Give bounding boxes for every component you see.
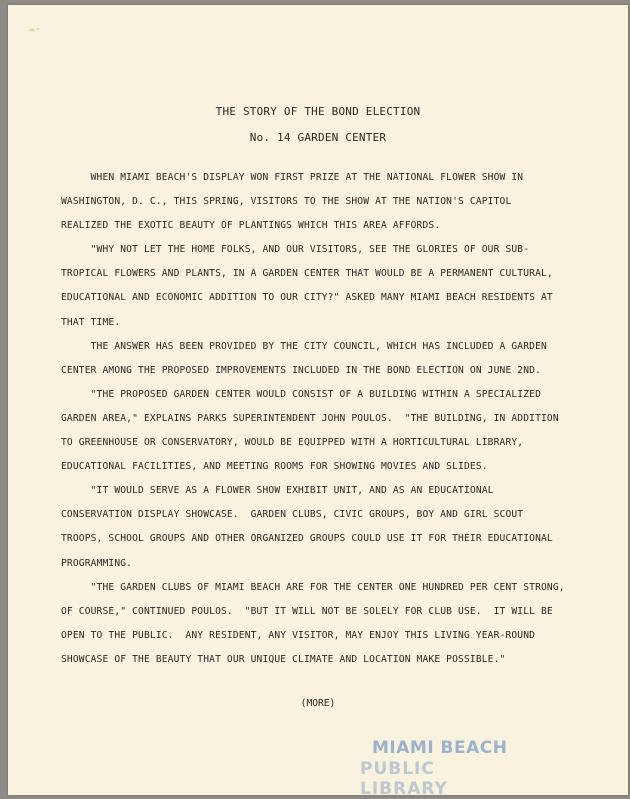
body-line: TROPICAL FLOWERS AND PLANTS, IN A GARDEN CENTER THAT WOULD BE A PERMANENT CULTURAL, (61, 268, 553, 280)
document-subtitle: No. 14 GARDEN CENTER (249, 131, 387, 144)
body-line: THAT TIME. (61, 316, 121, 328)
body-line: "THE GARDEN CLUBS OF MIAMI BEACH ARE FOR THE CENTER ONE HUNDRED PER CENT STRONG, (61, 581, 565, 593)
body-line: "WHY NOT LET THE HOME FOLKS, AND OUR VISITORS, SEE THE GLORIES OF OUR SUB- (61, 244, 530, 256)
body-line: EDUCATIONAL FACILITIES, AND MEETING ROOMS FOR SHOWING MOVIES AND SLIDES. (61, 461, 488, 473)
stamp-line-1: MIAMI BEACH (372, 738, 508, 758)
body-line: TO GREENHOUSE OR CONSERVATORY, WOULD BE EQUIPPED WITH A HORTICULTURAL LIBRARY, (61, 437, 524, 449)
body-line: TROOPS, SCHOOL GROUPS AND OTHER ORGANIZED GROUPS COULD USE IT FOR THEIR EDUCATIONAL (61, 533, 553, 545)
body-line: THE ANSWER HAS BEEN PROVIDED BY THE CITY COUNCIL, WHICH HAS INCLUDED A GARDEN (61, 340, 547, 352)
body-line: EDUCATIONAL AND ECONOMIC ADDITION TO OUR CITY?" ASKED MANY MIAMI BEACH RESIDENTS AT (61, 292, 553, 304)
body-line: WHEN MIAMI BEACH'S DISPLAY WON FIRST PRIZE AT THE NATIONAL FLOWER SHOW IN (61, 172, 524, 183)
body-line: CONSERVATION DISPLAY SHOWCASE. GARDEN CLUBS, CIVIC GROUPS, BOY AND GIRL SCOUT (61, 509, 524, 521)
body-line: GARDEN AREA," EXPLAINS PARKS SUPERINTENDENT JOHN POULOS. "THE BUILDING, IN ADDITION (61, 412, 559, 424)
paper-speck (28, 27, 42, 33)
document-page (8, 5, 628, 799)
stamp-line-2: PUBLIC LIBRARY (360, 759, 448, 799)
body-line: PROGRAMMING. (61, 557, 133, 569)
library-stamp (360, 737, 510, 799)
body-line: OPEN TO THE PUBLIC. ANY RESIDENT, ANY VISITOR, MAY ENJOY THIS LIVING YEAR-ROUND (61, 629, 536, 641)
body-line: "IT WOULD SERVE AS A FLOWER SHOW EXHIBIT UNIT, AND AS AN EDUCATIONAL (61, 485, 494, 497)
body-line: REALIZED THE EXOTIC BEAUTY OF PLANTINGS WHICH THIS AREA AFFORDS. (61, 220, 441, 232)
body-line: "THE PROPOSED GARDEN CENTER WOULD CONSIST OF A BUILDING WITHIN A SPECIALIZED (61, 388, 541, 400)
body-line: CENTER AMONG THE PROPOSED IMPROVEMENTS INCLUDED IN THE BOND ELECTION ON JUNE 2ND. (61, 364, 541, 376)
body-line: SHOWCASE OF THE BEAUTY THAT OUR UNIQUE CLIMATE AND LOCATION MAKE POSSIBLE." (61, 653, 506, 665)
body-line: WASHINGTON, D. C., THIS SPRING, VISITORS TO THE SHOW AT THE NATION'S CAPITOL (61, 196, 512, 208)
more-indicator: (MORE) (300, 698, 336, 709)
document-title: THE STORY OF THE BOND ELECTION (215, 105, 421, 118)
document-body (61, 166, 601, 672)
body-line: OF COURSE," CONTINUED POULOS. "BUT IT WILL NOT BE SOLELY FOR CLUB USE. IT WILL BE (61, 605, 553, 617)
